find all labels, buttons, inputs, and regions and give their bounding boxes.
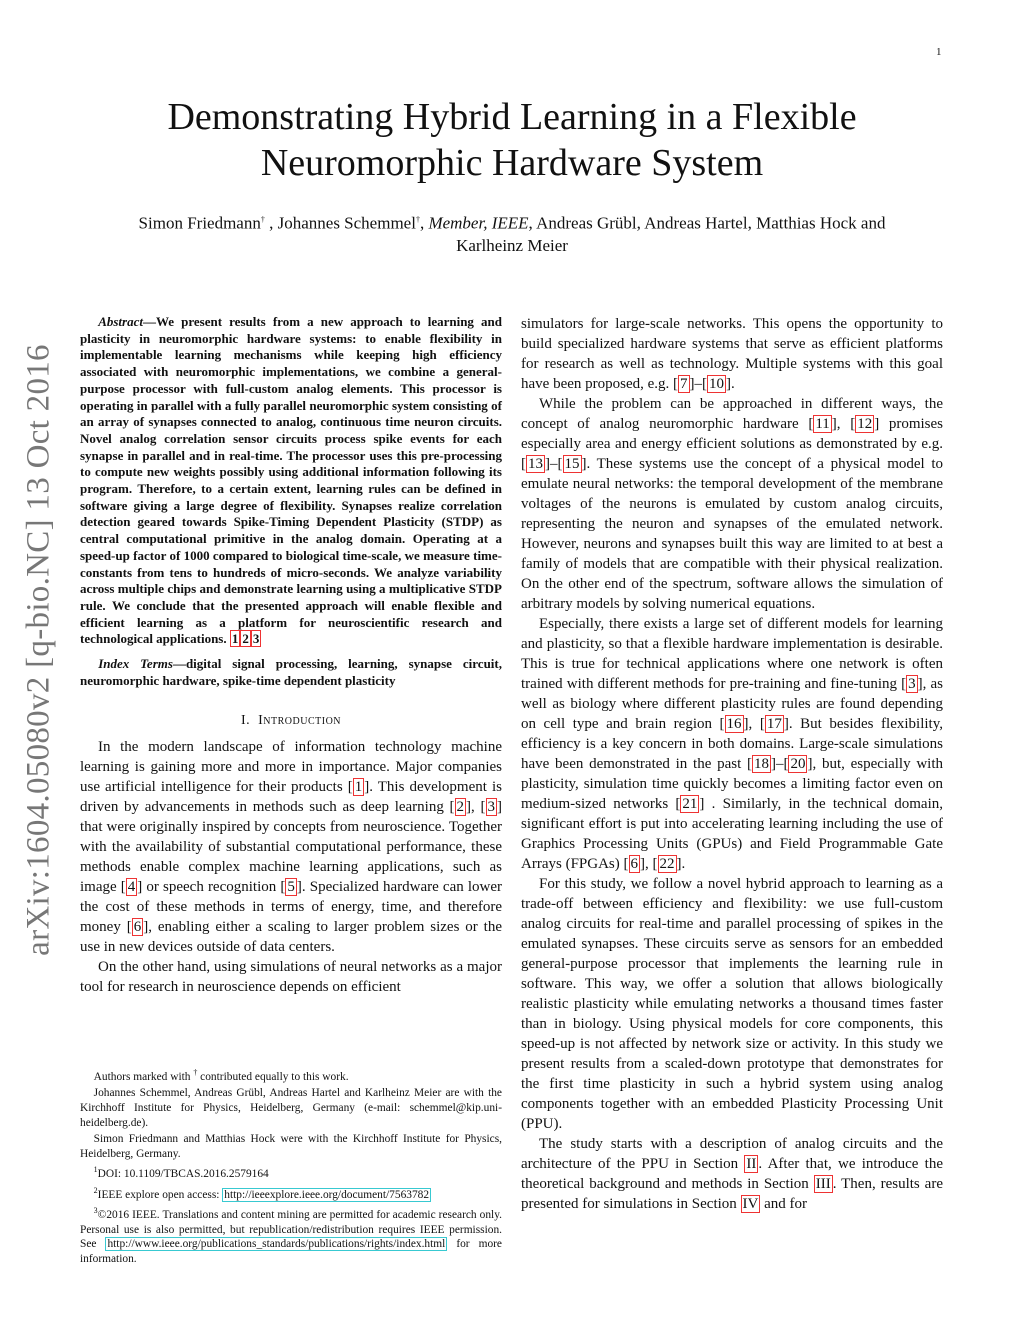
ieee-rights-link[interactable]: http://www.ieee.org/publications_standards/publications/rights/index.html bbox=[107, 1238, 446, 1251]
citation-link[interactable]: 22 bbox=[659, 856, 675, 872]
author-schemmel: , Johannes Schemmel bbox=[264, 213, 416, 233]
text-run: . bbox=[731, 376, 735, 392]
paragraph-flexibility: Especially, there exists a large set of different models for learning and plasticity, so that a flexible hardware implementation is desirable. This is true for technical applications where one network is often trained with different methods for pre-training and fine-tuning [ 3 ], as well as biology where different plasticity rules are found depending on cell type and brain region [ 16 ], [ 17 ]. But besides flexibility, efficiency is a key concern in both domains. Large-scale simulations have been demonstrated in the past [ 18 ]–[ 20 ], but, especially with plasticity, simulation time quickly becomes a limiting factor even on medium-sized networks [ 21 ] . Similarly, in the technical domain, significant effort is put into accelerating learning including the use of Graphics Processing Units (GPUs) and Field Programmable Gate Arrays (FPGAs) [ 6 ], [ 22 ]. bbox=[521, 616, 943, 872]
text-run: Especially, there exists a large set of different models for learning and plasticity, so that a flexible hardware implementation is desirable. This is true for technical applications where one network is often trained with different methods for pre-training and fine-tuning bbox=[521, 616, 943, 692]
index-terms-label: Index Terms bbox=[98, 656, 173, 672]
text-run: , enabling either a scaling to larger problem sizes or the use in new devices outside of data centers. bbox=[80, 919, 502, 956]
text-run: . But besides flexibility, efficiency is a key concern in both domains. Large-scale simulations have been demonstrated in the past bbox=[521, 716, 943, 772]
text-run: , bbox=[836, 416, 851, 432]
text-run: – bbox=[694, 376, 703, 392]
paper-title bbox=[100, 94, 924, 186]
footnote-open-access bbox=[80, 1184, 502, 1202]
right-column bbox=[521, 314, 943, 1214]
text-run: , bbox=[471, 799, 481, 816]
intro-paragraph-2: On the other hand, using simulations of neural networks as a major tool for research in neuroscience depends on efficient bbox=[80, 959, 502, 996]
text-run: The study starts with a description of analog circuits and the architecture of the PPU in Section bbox=[521, 1136, 943, 1172]
author-line-2: Karlheinz Meier bbox=[456, 235, 568, 255]
arxiv-sidebar-stamp bbox=[16, 330, 62, 970]
text-run: . This development is driven by advancements in methods such as deep learning bbox=[80, 779, 502, 816]
text-run: – bbox=[550, 456, 558, 472]
text-run: . After that, we introduce the theoretical background and methods in Section bbox=[521, 1156, 943, 1192]
author-list bbox=[80, 209, 944, 257]
paragraph-hybrid-approach: For this study, we follow a novel hybrid approach to learning as a trade-off between efficiency and flexibility: we use full-custom analog circuits for real-time and parallel processing of spikes in the emulated synapses. These circuits serve as sensors for an embedded general-purpose processor that implements the learning rule in software. This way, we offer a solution that allows biologically realistic plasticity while emulating networks a thousand times faster than in biology. Using physical models for core components, this speed-up is not affected by network size or activity. In this study we present results from a scaled-down prototype that demonstrates for the first time plasticity in such a hybrid system using analog components together with an embedded Plasticity Processing Unit (PPU). bbox=[521, 876, 943, 1132]
citation-link[interactable]: 12 bbox=[857, 416, 873, 432]
abstract-label: Abstract bbox=[98, 314, 143, 329]
footnote-link[interactable]: 3 bbox=[252, 631, 260, 647]
text-run: , as well as biology where different plasticity rules are found depending on cell type and brain region bbox=[521, 676, 943, 732]
text-run: . bbox=[681, 856, 686, 872]
citation-link[interactable]: 2 bbox=[456, 799, 465, 816]
index-terms bbox=[80, 656, 502, 689]
author-line-1 bbox=[80, 209, 944, 235]
text-run: , bbox=[645, 856, 653, 872]
author-sep: , bbox=[419, 213, 429, 233]
text-run: IEEE explore open access: bbox=[97, 1188, 223, 1201]
footnote-doi bbox=[80, 1163, 502, 1181]
title-line-2: Neuromorphic Hardware System bbox=[260, 142, 764, 184]
citation-link[interactable]: 21 bbox=[682, 796, 698, 812]
intro-paragraph-1: In the modern landscape of information technology machine learning is gaining more and more in importance. Major companies use artificial intelligence for their products [ 1 ]. This development is driven by advancements in methods such as deep learning [ 2 ], [ 3 ] that were originally inspired by concepts from neuroscience. Together with the availability of substantial computational performance, these methods enable complex machine learning applications, such as image [ 4 ] or speech recognition [ 5 ]. Specialized hardware can lower the cost of these methods in terms of energy, time, and therefore money [ 6 ], enabling either a scaling to larger problem sizes or the use in new devices outside of data centers. bbox=[80, 739, 502, 956]
section-link[interactable]: IV bbox=[742, 1196, 759, 1212]
text-run: , bbox=[748, 716, 760, 732]
footnote-mark: 2 bbox=[93, 1185, 98, 1195]
text-run: contributed equally to this work. bbox=[197, 1070, 349, 1083]
text-run: DOI: 10.1109/TBCAS.2016.2579164 bbox=[97, 1168, 269, 1181]
footnote-link[interactable]: 2 bbox=[242, 631, 249, 647]
citation-link[interactable]: 18 bbox=[753, 756, 769, 772]
text-run: for more information. bbox=[80, 1238, 502, 1265]
text-run: . Specialized hardware can lower the cost of these methods in terms of energy, time, and therefore money bbox=[80, 879, 502, 936]
footnote-copyright bbox=[80, 1204, 502, 1266]
section-numeral: I. bbox=[240, 713, 251, 729]
citation-link[interactable]: 3 bbox=[908, 676, 916, 692]
section-link[interactable]: II bbox=[746, 1156, 757, 1172]
section-link[interactable]: III bbox=[815, 1176, 831, 1192]
citation-link[interactable]: 11 bbox=[815, 416, 830, 432]
footnote-affiliation-1: Johannes Schemmel, Andreas Grübl, Andreas Hartel and Karlheinz Meier are with the Kirchhoff Institute for Physics, Heidelberg, Germany (e-mail: schemmel@kip.uni-heidelberg.de). bbox=[80, 1087, 502, 1129]
author-rest: , Andreas Grübl, Andreas Hartel, Matthias Hock and bbox=[528, 213, 886, 233]
left-column bbox=[80, 314, 502, 997]
dagger-mark: † bbox=[193, 1068, 198, 1077]
abstract-text: —We present results from a new approach to learning and plasticity in neuromorphic hardware systems: to enable flexibility in implementable learning mechanisms while keeping high efficiency associated with neuromorphic implementations, we combine a general-purpose processor with full-custom analog elements. This processor is operating in parallel with a fully parallel neuromorphic system consisting of an array of synapses connected to analog, continuous time neuron circuits. Novel analog correlation sensor circuits process spike events for each synapse in parallel and in real-time. The processor uses this pre-processing to compute new weights possibly using additional information following its program. Therefore, to a certain extent, learning rules can be defined in software giving a large degree of flexibility. Synapses realize correlation detection geared towards Spike-Timing Dependent Plasticity (STDP) as central computational primitive in the analog domain. Operating at a speed-up factor of 1000 compared to biological time-scale, we measure time-constants from tens to hundreds of micro-seconds. We analyze variability across multiple chips and demonstrate learning using a multiplicative STDP rule. We conclude that the presented approach will enable flexible and efficient learning as a platform for neuroscientific research and technological applications. bbox=[80, 314, 502, 647]
citation-link[interactable]: 17 bbox=[766, 716, 782, 732]
footnote-mark: 3 bbox=[93, 1206, 98, 1216]
text-run: that were originally inspired by concepts from neuroscience. Together with the availability of substantial computational performance, these methods enable complex machine learning applications, such as image bbox=[80, 819, 502, 896]
dagger-mark: † bbox=[415, 215, 420, 224]
citation-link[interactable]: 10 bbox=[709, 376, 725, 392]
section-heading bbox=[80, 711, 502, 731]
paragraph-analog-hardware: While the problem can be approached in different ways, the concept of analog neuromorphic hardware [ 11 ], [ 12 ] promises especially area and energy efficient solutions as demonstrated by e.g. [ 13 ]–[ 15 ]. These systems use the concept of a physical model to emulate neural networks: the temporal development of the membrane voltages of the neurons is emulated by custom analog circuits, representing the neuron and synapses of the emulated network. However, neurons and synapses built this way are limited to at best a family of models that are compatible with their physical realization. On the other end of the spectrum, software allows the simulation of arbitrary models by solving numerical equations. bbox=[521, 396, 944, 612]
citation-link[interactable]: 3 bbox=[487, 799, 495, 816]
arxiv-identifier: arXiv:1604.05080v2 [q-bio.NC] 13 Oct 2016 bbox=[20, 344, 57, 956]
footnote-mark: 1 bbox=[93, 1165, 98, 1175]
text-run: In the modern landscape of information technology machine learning is gaining more and more in importance. Major companies use artificial intelligence for their products bbox=[80, 739, 502, 796]
text-run: simulators for large-scale networks. This opens the opportunity to build specialized hardware systems that serve as efficient platforms for research as well as technology. Multiple systems with this goal have been proposed, e.g. bbox=[521, 316, 943, 392]
author-friedmann: Simon Friedmann bbox=[138, 213, 261, 233]
member-ieee: Member, IEEE bbox=[428, 213, 529, 233]
footnote-equal-contribution bbox=[80, 1066, 502, 1084]
text-run: . These systems use the concept of a physical model to emulate neural networks: the temporal development of the membrane voltages of the neurons is emulated by custom analog circuits, representing the neuron and synapses of the emulated network. However, neurons and synapses built this way are limited to at best a family of models that are compatible with their physical realization. On the other end of the spectrum, software allows the simulation of arbitrary models by solving numerical equations. bbox=[521, 456, 943, 612]
text-run: or speech recognition bbox=[142, 879, 281, 896]
text-run: . Then, results are presented for simulations in Section bbox=[521, 1176, 943, 1212]
citation-link[interactable]: 1 bbox=[354, 779, 363, 796]
text-run: Authors marked with bbox=[93, 1070, 194, 1083]
text-run: , but, especially with plasticity, simulation time quickly becomes a limiting factor even on medium-sized networks bbox=[521, 756, 943, 812]
title-line-1: Demonstrating Hybrid Learning in a Flexible bbox=[167, 96, 857, 138]
paragraph-simulators: simulators for large-scale networks. This opens the opportunity to build specialized hardware systems that serve as efficient platforms for research as well as technology. Multiple systems with this goal have been proposed, e.g. [ 7 ]–[ 10 ]. bbox=[521, 316, 943, 392]
citation-link[interactable]: 16 bbox=[726, 716, 742, 732]
footnote-link[interactable]: 1 bbox=[231, 631, 239, 647]
footnote-affiliation-2: Simon Friedmann and Matthias Hock were with the Kirchhoff Institute for Physics, Heidelberg, Germany. bbox=[80, 1133, 502, 1160]
citation-link[interactable]: 7 bbox=[680, 376, 688, 392]
ieee-explore-link[interactable]: http://ieeexplore.ieee.org/document/7563782 bbox=[224, 1188, 430, 1201]
text-run: ©2016 IEEE. Translations and content mining are permitted for academic research only. Personal use is also permitted, but republication/redistribution requires IEEE permission. See bbox=[80, 1208, 502, 1251]
index-terms-text: —digital signal processing, learning, synapse circuit, neuromorphic hardware, spike-time dependent plasticity bbox=[80, 656, 502, 688]
citation-link[interactable]: 4 bbox=[127, 879, 136, 896]
footnotes bbox=[80, 1066, 502, 1268]
text-run: promises especially area and energy efficient solutions as demonstrated by e.g. bbox=[521, 416, 944, 452]
citation-link[interactable]: 6 bbox=[630, 856, 638, 872]
paragraph-outline bbox=[521, 1134, 943, 1214]
section-title: Introduction bbox=[258, 713, 342, 729]
citation-link[interactable]: 6 bbox=[133, 919, 142, 936]
citation-link[interactable]: 13 bbox=[528, 456, 543, 472]
text-run: While the problem can be approached in different ways, the concept of analog neuromorphic hardware bbox=[521, 396, 943, 432]
citation-link[interactable]: 20 bbox=[790, 756, 806, 772]
dagger-mark: † bbox=[260, 215, 265, 224]
text-run: . Similarly, in the technical domain, significant effort is put into accelerating learning including the use of Graphics Processing Units (GPUs) and Field Programmable Gate Arrays (FPGAs) bbox=[521, 796, 943, 872]
text-run: – bbox=[775, 756, 784, 772]
text-run: and for bbox=[760, 1196, 808, 1212]
citation-link[interactable]: 15 bbox=[564, 456, 580, 472]
citation-link[interactable]: 5 bbox=[287, 879, 295, 896]
page-number: 1 bbox=[936, 46, 942, 58]
abstract bbox=[80, 314, 502, 648]
